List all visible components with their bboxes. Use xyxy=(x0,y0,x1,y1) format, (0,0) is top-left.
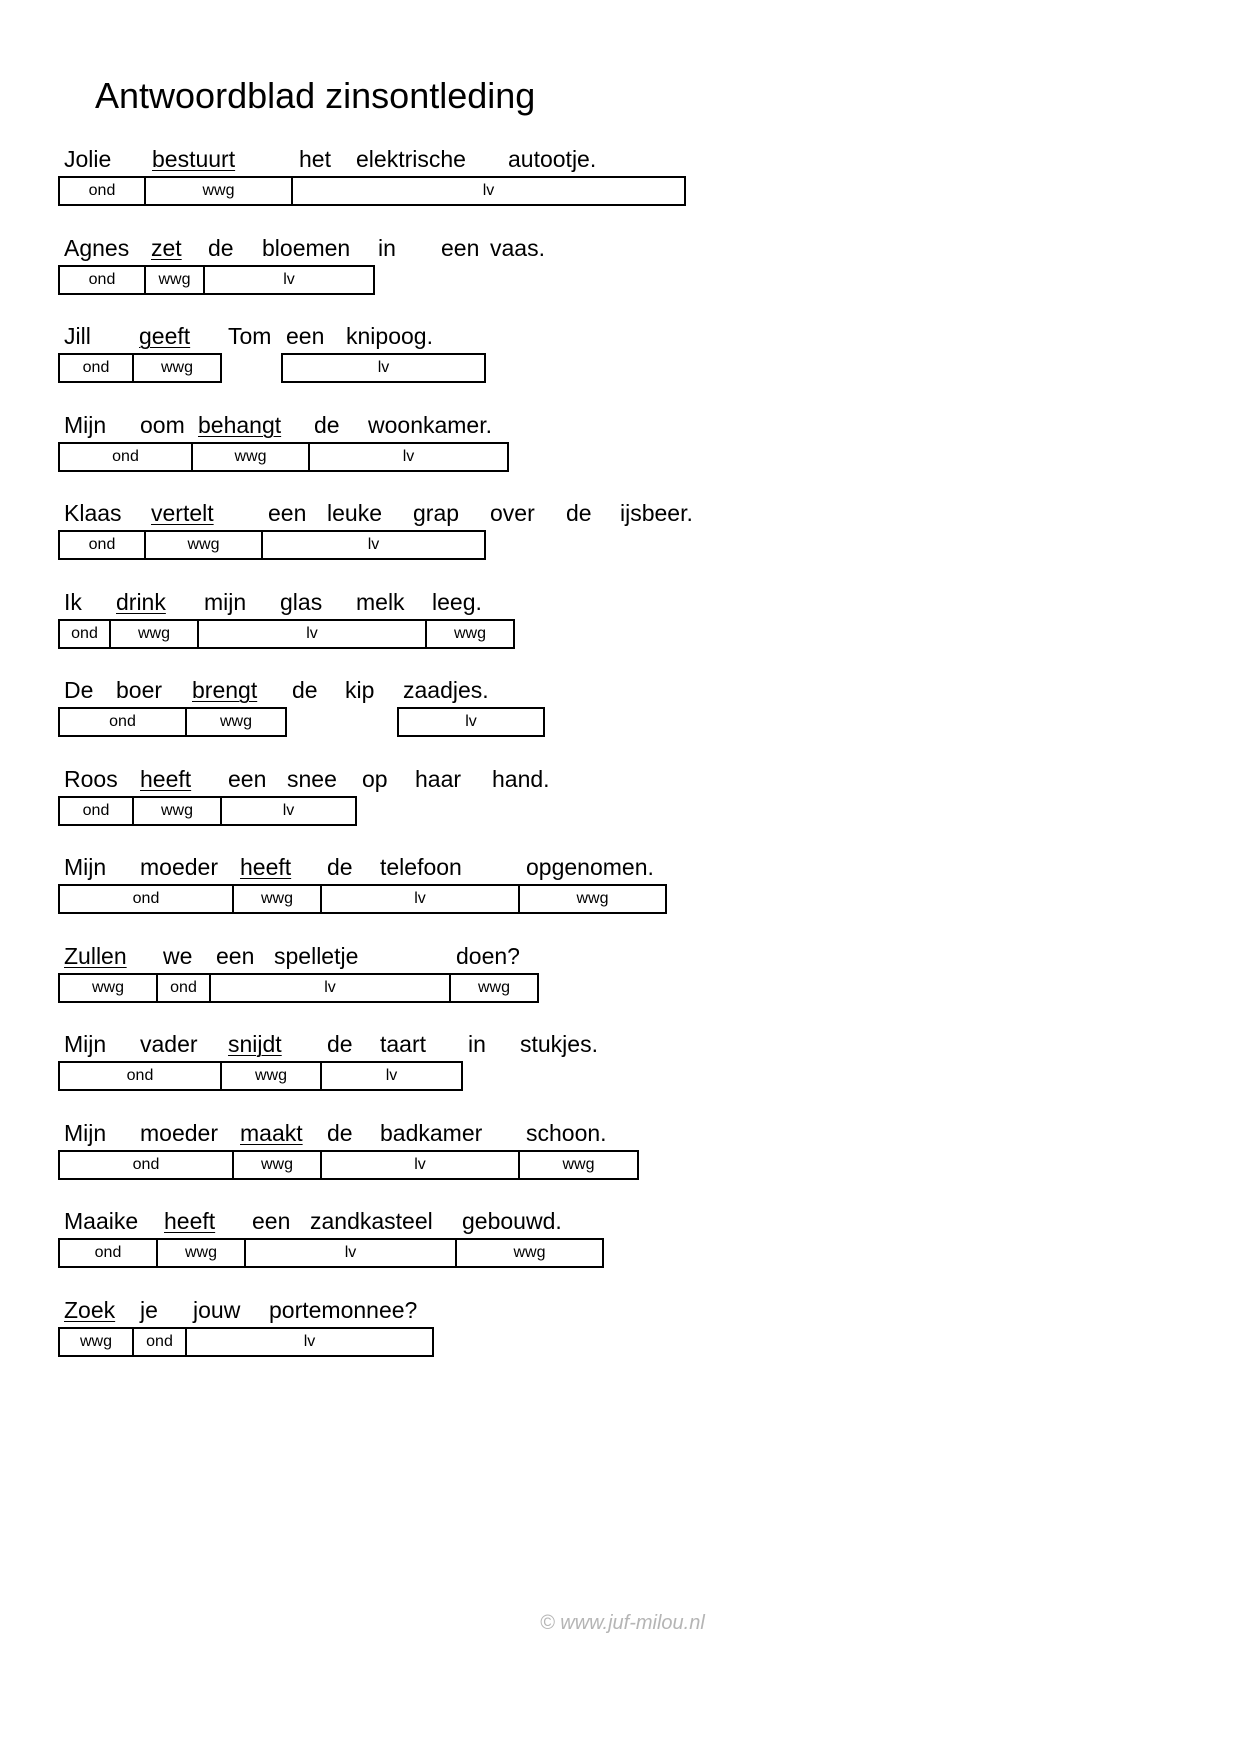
part-box-wwg xyxy=(111,619,199,649)
part-box-ond xyxy=(58,1238,158,1268)
verb-word: Zullen xyxy=(64,942,127,969)
part-box-wwg xyxy=(193,442,310,472)
sentence-row xyxy=(0,502,1240,574)
part-label: ond xyxy=(88,182,116,199)
sentence-word: snee xyxy=(287,765,337,792)
part-label: ond xyxy=(82,359,110,376)
sentence-word: Mijn xyxy=(64,854,107,880)
sentence-word: telefoon xyxy=(380,854,462,880)
sentence-word: de xyxy=(566,500,592,526)
part-label: ond xyxy=(71,624,98,642)
sentence-word: Klaas xyxy=(64,500,122,526)
part-label: lv xyxy=(306,624,318,642)
part-box-lv xyxy=(322,884,520,914)
sentence-word: de xyxy=(327,854,353,880)
sentence-word: vader xyxy=(140,1031,198,1057)
sentence-word: een xyxy=(268,500,307,526)
verb-word: heeft xyxy=(140,765,192,792)
sentence-word: de xyxy=(327,1031,353,1057)
part-label: wwg xyxy=(202,182,235,199)
sentence-word: het xyxy=(299,146,331,172)
part-box-wwg xyxy=(58,973,158,1003)
part-label: wwg xyxy=(513,1244,546,1261)
sentence-word: taart xyxy=(380,1031,427,1057)
part-label: wwg xyxy=(187,536,220,553)
sentence-word: vaas. xyxy=(490,234,545,261)
part-box-lv xyxy=(199,619,427,649)
sentence-row xyxy=(0,1296,1240,1371)
part-box-lv xyxy=(263,530,486,560)
verb-word: zet xyxy=(151,234,182,261)
part-box-wwg xyxy=(58,1327,134,1357)
sentence-word: de xyxy=(327,1119,353,1146)
part-box-ond xyxy=(58,176,146,206)
sentence-word: een xyxy=(441,234,480,261)
part-box-wwg xyxy=(146,176,293,206)
part-box-wwg xyxy=(234,1150,322,1180)
sentence-word: in xyxy=(468,1031,486,1057)
part-box-wwg xyxy=(158,1238,246,1268)
part-label: ond xyxy=(132,1155,160,1173)
sentence-word: op xyxy=(362,765,388,792)
part-label: wwg xyxy=(254,1067,287,1084)
sentence-word: over xyxy=(490,500,535,526)
verb-word: Zoek xyxy=(64,1296,116,1323)
part-box-lv xyxy=(281,353,486,383)
sentence-word: moeder xyxy=(140,1119,218,1146)
part-box-wwg xyxy=(134,796,222,826)
sentence-row xyxy=(0,679,1240,751)
part-label: lv xyxy=(344,1244,357,1261)
part-box-wwg xyxy=(134,353,222,383)
part-label: lv xyxy=(482,182,495,199)
sentence-word: elektrische xyxy=(356,146,466,172)
sentence-word: in xyxy=(378,234,396,261)
sentence-word: een xyxy=(252,1208,291,1234)
part-box-ond xyxy=(58,1061,222,1091)
part-box-lv xyxy=(211,973,451,1003)
sentence-word: Mijn xyxy=(64,411,107,438)
part-label: wwg xyxy=(562,1155,595,1173)
part-box-wwg xyxy=(457,1238,604,1268)
part-label: ond xyxy=(94,1244,122,1261)
part-box-wwg xyxy=(187,707,287,737)
sentence-word: Tom xyxy=(228,323,272,349)
part-label: ond xyxy=(109,713,136,730)
sentence-word: autootje. xyxy=(508,146,597,172)
part-label: lv xyxy=(367,536,380,553)
sentence-row xyxy=(0,325,1240,397)
part-label: wwg xyxy=(477,978,510,996)
sentence-row xyxy=(0,234,1240,309)
sentence-row xyxy=(0,1210,1240,1282)
verb-word: bestuurt xyxy=(152,146,236,172)
part-box-lv xyxy=(322,1150,520,1180)
part-box-lv xyxy=(187,1327,434,1357)
sentence-word: je xyxy=(140,1296,158,1323)
sentence-word: zandkasteel xyxy=(310,1208,433,1234)
sentence-word: hand. xyxy=(492,765,550,792)
sentence-word: ijsbeer. xyxy=(620,500,693,526)
part-label: wwg xyxy=(91,978,124,996)
part-label: wwg xyxy=(137,624,170,642)
part-label: ond xyxy=(88,536,116,553)
sentence-word: zaadjes. xyxy=(403,677,489,703)
sentence-word: Agnes xyxy=(64,234,130,261)
verb-word: snijdt xyxy=(228,1031,282,1057)
part-label: wwg xyxy=(260,1155,293,1173)
part-label: wwg xyxy=(260,890,293,907)
part-box-wwg xyxy=(520,884,667,914)
sentence-word: leeg. xyxy=(432,588,482,615)
sentence-word: knipoog. xyxy=(346,323,433,349)
page-title: Antwoordblad zinsontleding xyxy=(95,75,536,116)
sentence-word: Mijn xyxy=(64,1119,107,1146)
part-label: lv xyxy=(414,890,426,907)
part-label: lv xyxy=(414,1155,426,1173)
part-box-ond xyxy=(58,884,234,914)
part-label: ond xyxy=(112,447,139,465)
part-label: lv xyxy=(465,713,477,730)
part-label: ond xyxy=(132,890,160,907)
part-label: lv xyxy=(303,1332,316,1350)
part-label: wwg xyxy=(219,713,252,730)
sentence-word: opgenomen. xyxy=(526,854,654,880)
part-box-ond xyxy=(58,1150,234,1180)
part-box-ond xyxy=(58,796,134,826)
sentence-word: De xyxy=(64,677,94,703)
sentence-word: spelletje xyxy=(274,942,359,969)
sentence-word: melk xyxy=(356,588,405,615)
part-box-lv xyxy=(397,707,545,737)
part-label: wwg xyxy=(160,801,193,819)
part-label: lv xyxy=(402,447,415,465)
verb-word: geeft xyxy=(139,323,191,349)
sentence-word: badkamer xyxy=(380,1119,483,1146)
sentence-word: schoon. xyxy=(526,1119,607,1146)
part-box-ond xyxy=(58,265,146,295)
part-box-lv xyxy=(246,1238,457,1268)
sentence-row xyxy=(0,1033,1240,1105)
copyright-footer: © www.juf-milou.nl xyxy=(540,1612,705,1634)
part-box-lv xyxy=(222,796,357,826)
sentence-word: glas xyxy=(280,588,323,615)
sentence-word: Mijn xyxy=(64,1031,107,1057)
sentence-word: stukjes. xyxy=(520,1031,598,1057)
sentence-word: mijn xyxy=(204,588,247,615)
sentence-row xyxy=(0,411,1240,486)
part-box-wwg xyxy=(427,619,515,649)
verb-word: drink xyxy=(116,588,166,615)
sentence-word: Roos xyxy=(64,765,118,792)
part-label: lv xyxy=(282,801,295,819)
sentence-word: Maaike xyxy=(64,1208,139,1234)
verb-word: brengt xyxy=(192,677,258,703)
part-label: ond xyxy=(88,270,116,288)
part-box-lv xyxy=(310,442,509,472)
sentence-row xyxy=(0,148,1240,220)
sentence-word: bloemen xyxy=(262,234,351,261)
part-box-ond xyxy=(58,707,187,737)
sentence-word: haar xyxy=(415,765,462,792)
sentence-row xyxy=(0,765,1240,840)
sentence-row xyxy=(0,942,1240,1017)
sentence-word: woonkamer. xyxy=(368,411,493,438)
sentence-word: grap xyxy=(413,500,460,526)
sentence-word: de xyxy=(292,677,318,703)
verb-word: maakt xyxy=(240,1119,303,1146)
sentence-word: kip xyxy=(345,677,375,703)
part-box-lv xyxy=(293,176,686,206)
sentence-word: portemonnee? xyxy=(269,1296,418,1323)
sentence-word: Jolie xyxy=(64,146,112,172)
sentence-word: Jill xyxy=(64,323,91,349)
part-box-wwg xyxy=(451,973,539,1003)
sentence-word: Ik xyxy=(64,588,82,615)
part-label: ond xyxy=(126,1067,154,1084)
part-label: wwg xyxy=(184,1244,217,1261)
verb-word: heeft xyxy=(164,1208,216,1234)
verb-word: heeft xyxy=(240,854,292,880)
part-box-wwg xyxy=(234,884,322,914)
part-label: wwg xyxy=(453,624,486,642)
verb-word: vertelt xyxy=(151,500,214,526)
sentence-word: een xyxy=(216,942,255,969)
part-label: lv xyxy=(377,359,390,376)
part-label: ond xyxy=(170,978,197,996)
part-box-lv xyxy=(205,265,375,295)
verb-word: behangt xyxy=(198,411,282,438)
part-label: wwg xyxy=(576,890,609,907)
part-label: lv xyxy=(283,270,295,288)
part-box-ond xyxy=(134,1327,187,1357)
part-box-wwg xyxy=(146,530,263,560)
part-label: wwg xyxy=(158,270,191,288)
part-box-wwg xyxy=(222,1061,322,1091)
sentence-word: jouw xyxy=(193,1296,241,1323)
part-box-ond xyxy=(58,530,146,560)
part-label: ond xyxy=(146,1332,173,1350)
sentence-word: oom xyxy=(140,411,185,438)
part-box-ond xyxy=(158,973,211,1003)
sentence-word: we xyxy=(163,942,193,969)
sentence-row xyxy=(0,856,1240,928)
sentence-row xyxy=(0,588,1240,663)
part-label: ond xyxy=(82,801,110,819)
part-box-ond xyxy=(58,619,111,649)
sentence-word: de xyxy=(314,411,340,438)
part-box-ond xyxy=(58,442,193,472)
part-label: wwg xyxy=(234,447,267,465)
sentence-word: gebouwd. xyxy=(462,1208,562,1234)
sentence-word: de xyxy=(208,234,234,261)
part-label: lv xyxy=(324,978,336,996)
sentence-word: boer xyxy=(116,677,163,703)
part-box-wwg xyxy=(146,265,205,295)
part-label: wwg xyxy=(79,1332,112,1350)
part-label: lv xyxy=(385,1067,398,1084)
sentence-word: doen? xyxy=(456,942,520,969)
sentence-word: moeder xyxy=(140,854,218,880)
part-box-wwg xyxy=(520,1150,639,1180)
sentence-word: een xyxy=(228,765,267,792)
part-box-lv xyxy=(322,1061,463,1091)
sentence-word: leuke xyxy=(327,500,382,526)
part-label: wwg xyxy=(160,359,193,376)
sentence-word: een xyxy=(286,323,325,349)
part-box-ond xyxy=(58,353,134,383)
sentence-row xyxy=(0,1119,1240,1194)
